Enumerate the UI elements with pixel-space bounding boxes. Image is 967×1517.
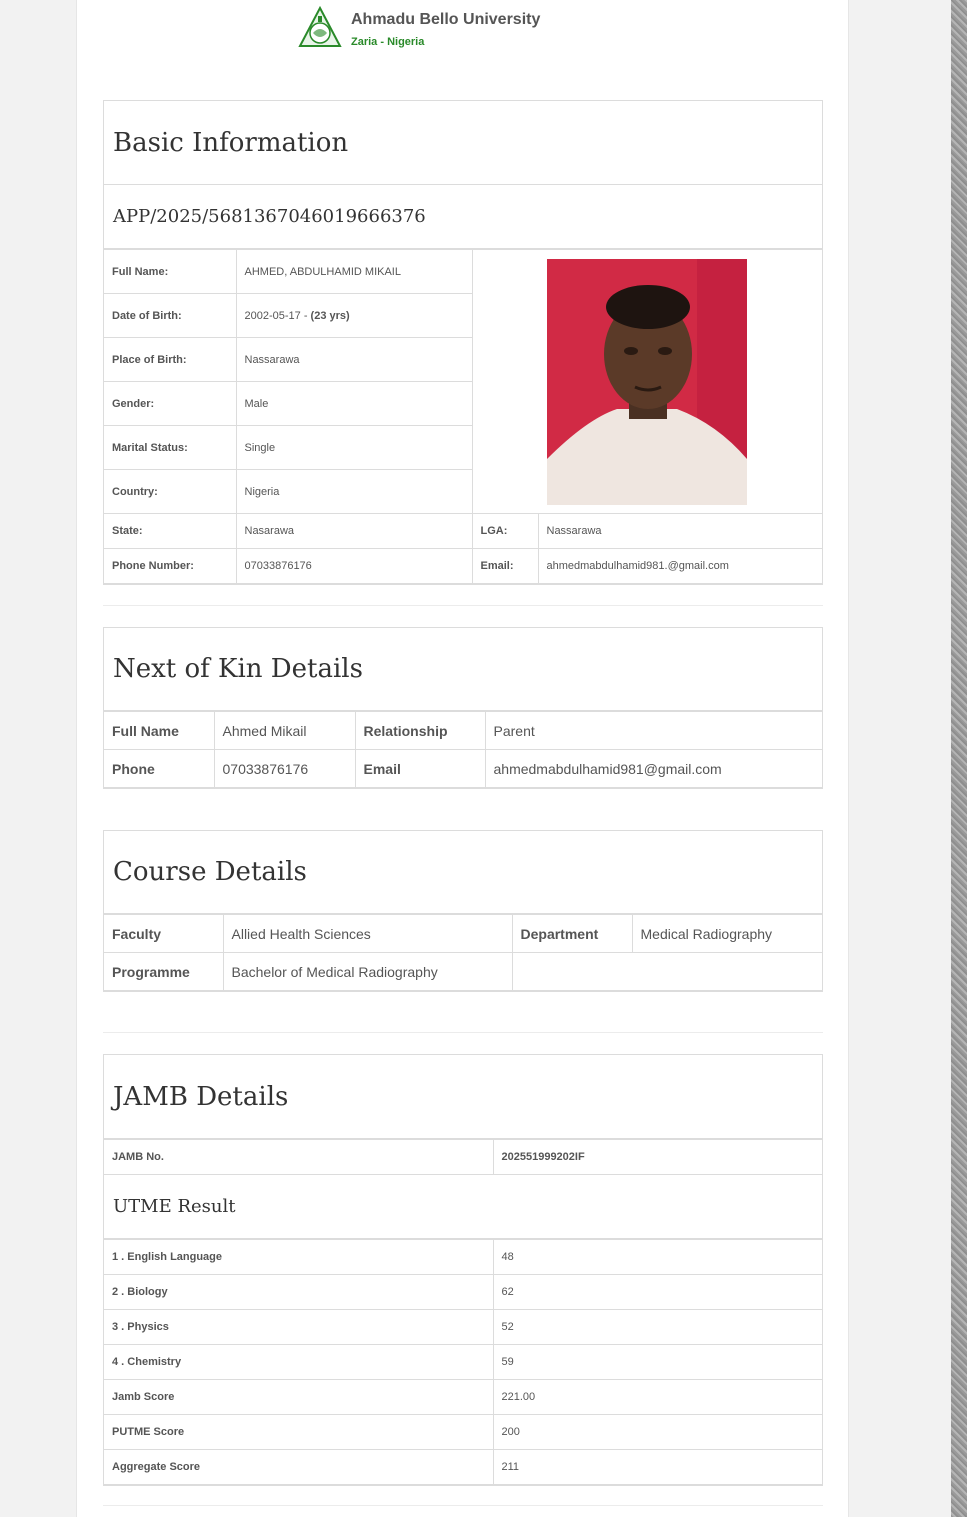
gender-value: Male bbox=[236, 382, 472, 426]
phone-value: 07033876176 bbox=[236, 549, 472, 584]
lga-value: Nassarawa bbox=[538, 514, 822, 549]
kin-name-label: Full Name bbox=[104, 712, 214, 750]
subject-label: 4 . Chemistry bbox=[104, 1345, 493, 1380]
university-logo-icon bbox=[298, 6, 342, 48]
email-label: Email: bbox=[472, 549, 538, 584]
section-title: Basic Information bbox=[104, 101, 822, 185]
application-number: APP/2025/5681367046019666376 bbox=[104, 185, 822, 249]
section-title: Course Details bbox=[104, 831, 822, 914]
kin-email-label: Email bbox=[355, 750, 485, 788]
subject-label: 3 . Physics bbox=[104, 1310, 493, 1345]
phone-label: Phone Number: bbox=[104, 549, 236, 584]
pob-label: Place of Birth: bbox=[104, 338, 236, 382]
age-value: (23 yrs) bbox=[310, 309, 350, 322]
country-value: Nigeria bbox=[236, 470, 472, 514]
aggregate-score-value: 211 bbox=[493, 1450, 822, 1485]
basic-info-table bbox=[104, 249, 822, 584]
photo-cell bbox=[472, 250, 822, 514]
pob-value: Nassarawa bbox=[236, 338, 472, 382]
jamb-number-value: 202551999202IF bbox=[493, 1140, 822, 1175]
putme-score-label: PUTME Score bbox=[104, 1415, 493, 1450]
programme-value: Bachelor of Medical Radiography bbox=[223, 953, 512, 991]
kin-relationship-label: Relationship bbox=[355, 712, 485, 750]
kin-relationship-value: Parent bbox=[485, 712, 822, 750]
kin-table bbox=[104, 711, 822, 788]
country-label: Country: bbox=[104, 470, 236, 514]
jamb-details-section bbox=[103, 1054, 823, 1486]
dob-cell bbox=[236, 294, 472, 338]
kin-email-value: ahmedmabdulhamid981@gmail.com bbox=[485, 750, 822, 788]
full-name-label: Full Name: bbox=[104, 250, 236, 294]
university-location: Zaria - Nigeria bbox=[351, 36, 425, 48]
putme-score-value: 200 bbox=[493, 1415, 822, 1450]
utme-result-title: UTME Result bbox=[104, 1175, 822, 1239]
subject-score: 48 bbox=[493, 1240, 822, 1275]
jamb-score-label: Jamb Score bbox=[104, 1380, 493, 1415]
divider bbox=[103, 1032, 823, 1033]
section-title: JAMB Details bbox=[104, 1055, 822, 1139]
kin-phone-label: Phone bbox=[104, 750, 214, 788]
dob-label: Date of Birth: bbox=[104, 294, 236, 338]
university-header bbox=[298, 6, 540, 48]
aggregate-score-label: Aggregate Score bbox=[104, 1450, 493, 1485]
course-table bbox=[104, 914, 822, 991]
jamb-number-label: JAMB No. bbox=[104, 1140, 493, 1175]
divider bbox=[103, 1505, 823, 1506]
basic-information-section bbox=[103, 100, 823, 585]
full-name-value: AHMED, ABDULHAMID MIKAIL bbox=[236, 250, 472, 294]
kin-phone-value: 07033876176 bbox=[214, 750, 355, 788]
university-name: Ahmadu Bello University bbox=[351, 11, 541, 28]
subject-label: 2 . Biology bbox=[104, 1275, 493, 1310]
applicant-photo bbox=[547, 259, 747, 505]
programme-label: Programme bbox=[104, 953, 223, 991]
next-of-kin-section bbox=[103, 627, 823, 789]
course-details-section bbox=[103, 830, 823, 992]
email-value: ahmedmabdulhamid981.@gmail.com bbox=[538, 549, 822, 584]
faculty-value: Allied Health Sciences bbox=[223, 915, 512, 953]
section-title: Next of Kin Details bbox=[104, 628, 822, 711]
marital-status-label: Marital Status: bbox=[104, 426, 236, 470]
utme-result-table bbox=[104, 1239, 822, 1485]
divider bbox=[103, 605, 823, 606]
faculty-label: Faculty bbox=[104, 915, 223, 953]
state-label: State: bbox=[104, 514, 236, 549]
department-label: Department bbox=[512, 915, 632, 953]
dob-value: 2002-05-17 - bbox=[244, 309, 311, 322]
empty-cell bbox=[512, 953, 822, 991]
jamb-score-value: 221.00 bbox=[493, 1380, 822, 1415]
subject-score: 52 bbox=[493, 1310, 822, 1345]
gender-label: Gender: bbox=[104, 382, 236, 426]
jamb-number-table bbox=[104, 1139, 822, 1175]
state-value: Nasarawa bbox=[236, 514, 472, 549]
subject-label: 1 . English Language bbox=[104, 1240, 493, 1275]
marital-status-value: Single bbox=[236, 426, 472, 470]
subject-score: 62 bbox=[493, 1275, 822, 1310]
kin-name-value: Ahmed Mikail bbox=[214, 712, 355, 750]
lga-label: LGA: bbox=[472, 514, 538, 549]
subject-score: 59 bbox=[493, 1345, 822, 1380]
scrollbar[interactable] bbox=[951, 0, 967, 1517]
department-value: Medical Radiography bbox=[632, 915, 822, 953]
